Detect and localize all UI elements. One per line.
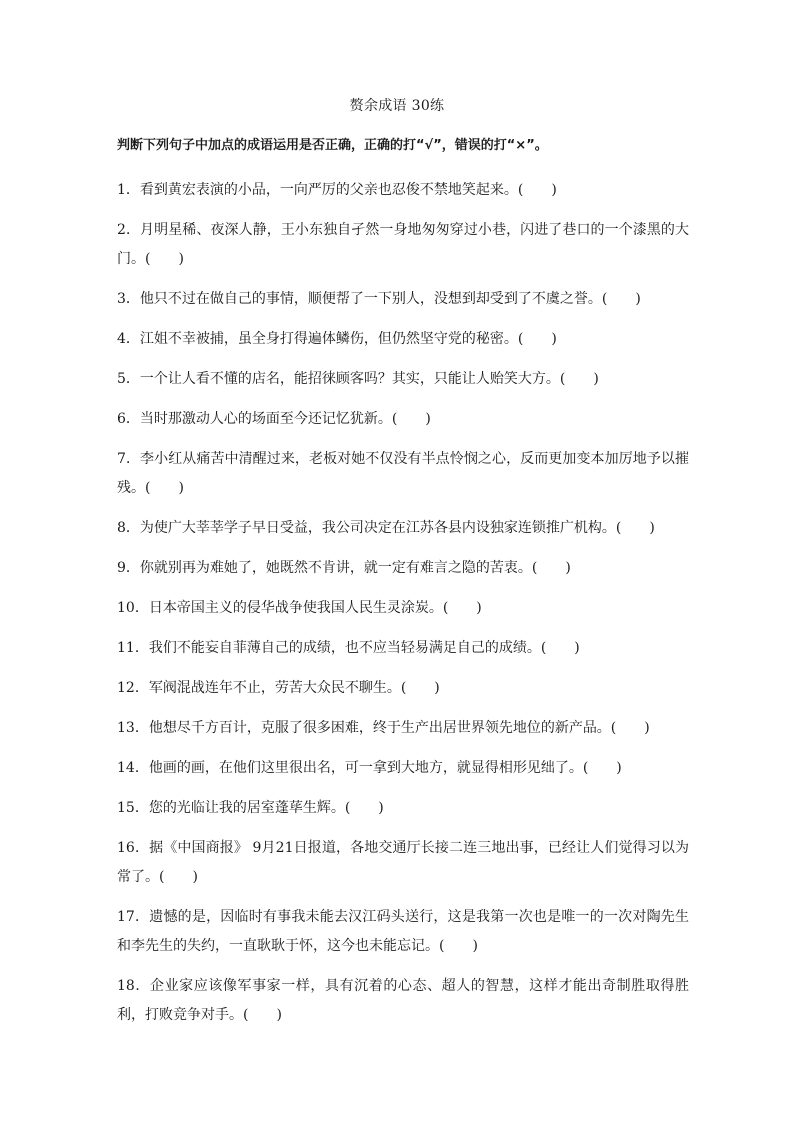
question-list <box>117 176 689 1041</box>
question-item: 3．他只不过在做自己的事情，顺便帮了一下别人，没想到却受到了不虞之誉。( ) <box>117 291 641 307</box>
question-item: 17．遗憾的是，因临时有事我未能去汉江码头送行，这是我第一次也是唯一的一次对陶先生和李先生的失约，一直耿耿于怀，这今也未能忘记。( ) <box>117 909 689 954</box>
question-item: 14．他画的画，在他们这里很出名，可一拿到大地方，就显得相形见绌了。( ) <box>117 760 622 776</box>
question-item: 4．江姐不幸被捕，虽全身打得遍体鳞伤，但仍然坚守党的秘密。( ) <box>117 331 557 347</box>
question-item: 18．企业家应该像军事家一样，具有沉着的心态、超人的智慧，这样才能出奇制胜取得胜利，打败竞争对手。( ) <box>117 978 689 1023</box>
instruction-text: 判断下列句子中加点的成语运用是否正确，正确的打“√”，错误的打“×”。 <box>117 138 548 153</box>
question-item: 11．我们不能妄自菲薄自己的成绩，也不应当轻易满足自己的成绩。( ) <box>117 640 580 656</box>
question-item: 12．军阀混战连年不止，劳苦大众民不聊生。( ) <box>117 680 440 696</box>
question-item: 1．看到黄宏表演的小品，一向严厉的父亲也忍俊不禁地笑起来。( ) <box>117 182 557 198</box>
question-item: 10．日本帝国主义的侵华战争使我国人民生灵涂炭。( ) <box>117 600 482 616</box>
question-item: 13．他想尽千方百计，克服了很多困难，终于生产出居世界领先地位的新产品。( ) <box>117 720 650 736</box>
question-item: 2．月明星稀、夜深人静，王小东独自孑然一身地匆匆穿过小巷，闪进了巷口的一个漆黑的大门。( ) <box>117 222 689 267</box>
question-item: 6．当时那激动人心的场面至今还记忆犹新。( ) <box>117 411 431 427</box>
question-item: 7．李小红从痛苦中清醒过来，老板对她不仅没有半点怜悯之心，反而更加变本加厉地予以摧残。( ) <box>117 451 689 496</box>
question-item: 9．你就别再为难她了，她既然不肯讲，就一定有难言之隐的苦衷。( ) <box>117 560 571 576</box>
page-title: 赘余成语 30练 <box>349 98 445 114</box>
question-item: 16．据《中国商报》 9月21日报道，各地交通厅长接二连三地出事，已经让人们觉得习以为常了。( ) <box>117 840 689 885</box>
question-item: 15．您的光临让我的居室蓬荜生辉。( ) <box>117 800 384 816</box>
question-item: 5．一个让人看不懂的店名，能招徕顾客吗？其实，只能让人贻笑大方。( ) <box>117 371 599 387</box>
question-item: 8．为使广大莘莘学子早日受益，我公司决定在江苏各县内设独家连锁推广机构。( ) <box>117 520 655 536</box>
